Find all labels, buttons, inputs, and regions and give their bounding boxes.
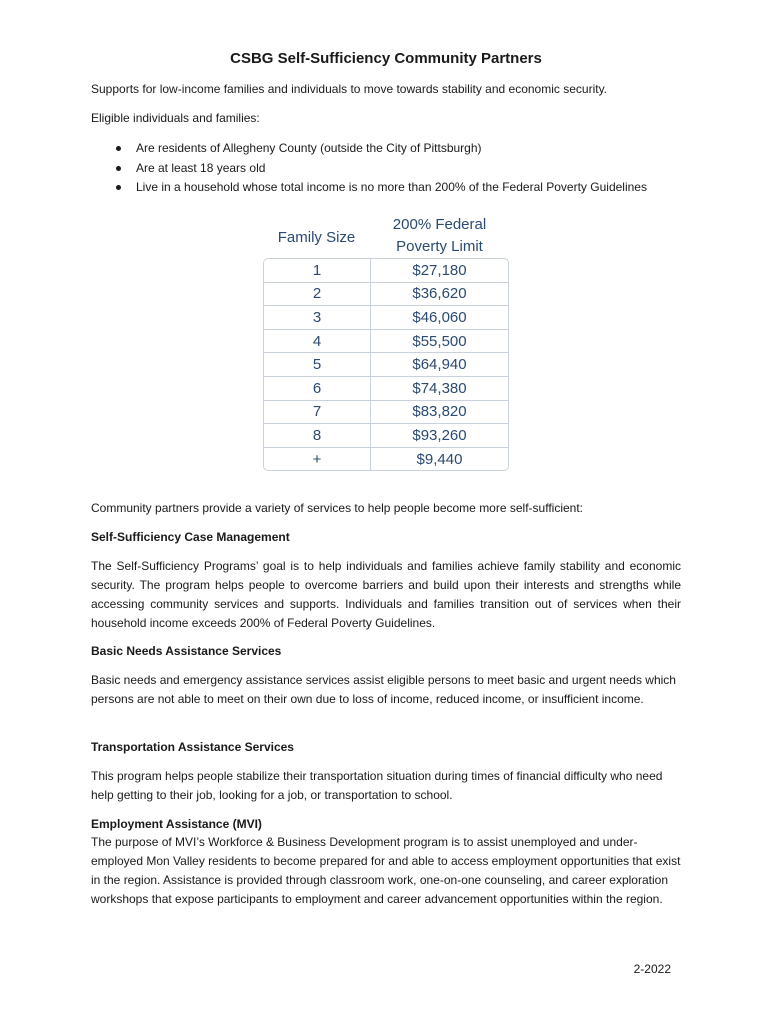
table-row (264, 306, 508, 330)
poverty-limit-cell: $55,500 (371, 330, 508, 354)
employment-body: The purpose of MVI’s Workforce & Business Development program is to assist unemployed and under-employed Mon Valley residents to become prepared for and able to access employment opportunities that exist in the region. Assistance is provided through classroom work, one-on-one counseling, and career exploration workshops that expose participants to employment and career advancement opportunities within the region. (91, 835, 681, 906)
table-row (264, 259, 508, 283)
table-row (264, 330, 508, 354)
family-size-cell: 4 (264, 330, 371, 354)
table-row (264, 353, 508, 377)
family-size-cell: 5 (264, 353, 371, 377)
family-size-cell: + (264, 448, 371, 471)
poverty-table (263, 214, 509, 468)
family-size-cell: 6 (264, 377, 371, 401)
transportation-body: This program helps people stabilize their transportation situation during times of financial difficulty who need help getting to their job, looking for a job, or transportation to school. (91, 769, 663, 802)
table-row (264, 424, 508, 448)
poverty-limit-table (263, 258, 509, 471)
table-row (264, 283, 508, 307)
footer-date: 2-2022 (633, 962, 671, 976)
header-poverty-limit: 200% Federal Poverty Limit (392, 216, 487, 255)
poverty-limit-cell: $36,620 (371, 283, 508, 307)
transportation-heading: Transportation Assistance Services (91, 740, 294, 754)
poverty-limit-cell: $83,820 (371, 401, 508, 425)
table-row (264, 377, 508, 401)
list-item: Are at least 18 years old (91, 159, 691, 179)
poverty-limit-cell: $9,440 (416, 450, 463, 468)
eligibility-list (91, 139, 691, 198)
basic-needs-heading: Basic Needs Assistance Services (91, 644, 282, 658)
case-management-body: The Self-Sufficiency Programs’ goal is to help individuals and families achieve family stability and economic security. The program helps people to overcome barriers and build upon their interests and strengths while accessing community services and supports. Individuals and families transition out of services when their household income exceeds 200% of Federal Poverty Guidelines. (91, 559, 681, 630)
list-item: Are residents of Allegheny County (outside the City of Pittsburgh) (91, 139, 691, 159)
family-size-cell: 1 (264, 259, 371, 283)
family-size-cell: 7 (264, 401, 371, 425)
poverty-limit-cell: $64,940 (371, 353, 508, 377)
family-size-cell: 3 (264, 306, 371, 330)
intro-text: Supports for low-income families and individuals to move towards stability and economic security. (91, 82, 608, 96)
poverty-limit-cell: $74,380 (371, 377, 508, 401)
table-row (264, 401, 508, 425)
case-management-heading: Self-Sufficiency Case Management (91, 530, 290, 544)
poverty-limit-cell: $93,260 (371, 424, 508, 448)
page-title: CSBG Self-Sufficiency Community Partners (230, 50, 542, 67)
family-size-cell: 8 (264, 424, 371, 448)
list-item: Live in a household whose total income is no more than 200% of the Federal Poverty Guidelines (91, 178, 691, 198)
family-size-cell: 2 (264, 283, 371, 307)
employment-heading: Employment Assistance (MVI) (91, 817, 262, 831)
poverty-limit-cell: $27,180 (371, 259, 508, 283)
eligible-heading: Eligible individuals and families: (91, 111, 260, 125)
header-family-size: Family Size (277, 229, 356, 246)
table-row (264, 448, 508, 471)
table-header (263, 214, 509, 258)
basic-needs-body: Basic needs and emergency assistance services assist eligible persons to meet basic and urgent needs which persons are not able to meet on their own due to loss of income, reduced income, or insufficient income. (91, 673, 676, 706)
poverty-limit-cell: $46,060 (371, 306, 508, 330)
services-intro: Community partners provide a variety of services to help people become more self-sufficient: (91, 501, 584, 515)
